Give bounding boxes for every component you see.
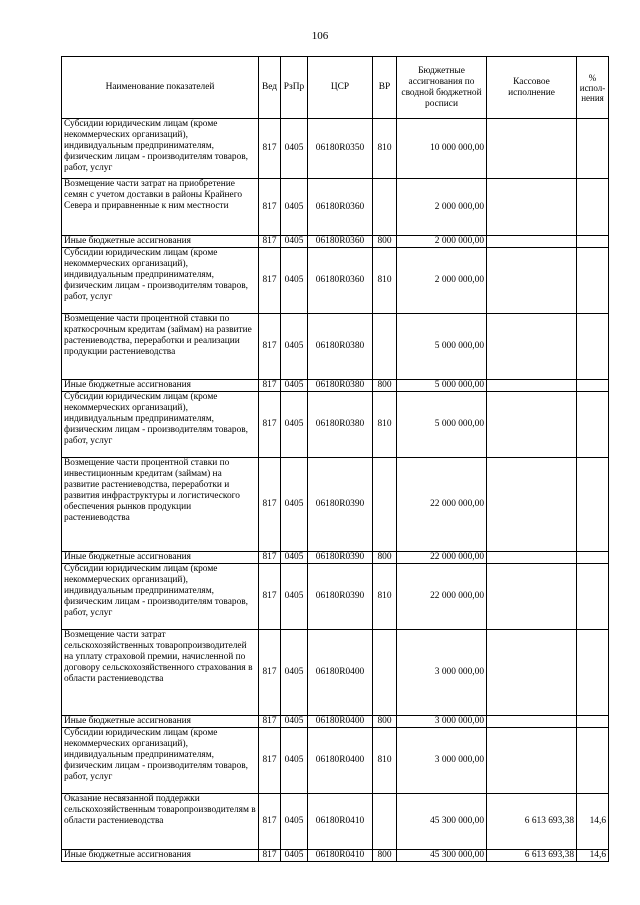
cell-ved: 817 <box>259 552 281 564</box>
cell-vr: 810 <box>373 119 397 179</box>
cell-cash <box>487 392 577 458</box>
cell-rzpr: 0405 <box>281 236 308 248</box>
cell-budget: 5 000 000,00 <box>397 380 487 392</box>
cell-csr: 06180R0390 <box>308 458 373 552</box>
header-cash: Кассовое исполнение <box>487 57 577 119</box>
cell-ved: 817 <box>259 850 281 862</box>
cell-vr <box>373 458 397 552</box>
cell-budget: 3 000 000,00 <box>397 630 487 716</box>
cell-cash <box>487 248 577 314</box>
table-row <box>62 392 609 458</box>
cell-cash: 6 613 693,38 <box>487 850 577 862</box>
cell-vr: 800 <box>373 850 397 862</box>
cell-ved: 817 <box>259 314 281 380</box>
cell-vr: 800 <box>373 716 397 728</box>
table-row <box>62 850 609 862</box>
cell-pct <box>577 314 609 380</box>
cell-ved: 817 <box>259 119 281 179</box>
cell-name: Иные бюджетные ассигнования <box>62 850 259 862</box>
header-percent: % испол-нения <box>577 57 609 119</box>
cell-name: Субсидии юридическим лицам (кроме некоммерческих организаций), индивидуальным предпринимателям, физическим лицам - производителям товаров, работ, услуг <box>62 564 259 630</box>
cell-cash <box>487 179 577 236</box>
cell-budget: 3 000 000,00 <box>397 728 487 794</box>
cell-ved: 817 <box>259 716 281 728</box>
cell-rzpr: 0405 <box>281 392 308 458</box>
cell-pct <box>577 119 609 179</box>
cell-budget: 5 000 000,00 <box>397 314 487 380</box>
header-csr: ЦСР <box>308 57 373 119</box>
cell-ved: 817 <box>259 248 281 314</box>
table-row <box>62 314 609 380</box>
cell-ved: 817 <box>259 564 281 630</box>
budget-table <box>61 56 609 862</box>
cell-pct <box>577 248 609 314</box>
cell-ved: 817 <box>259 392 281 458</box>
cell-ved: 817 <box>259 236 281 248</box>
cell-rzpr: 0405 <box>281 119 308 179</box>
cell-cash <box>487 458 577 552</box>
cell-cash <box>487 314 577 380</box>
cell-csr: 06180R0350 <box>308 119 373 179</box>
cell-csr: 06180R0390 <box>308 564 373 630</box>
cell-rzpr: 0405 <box>281 794 308 850</box>
cell-ved: 817 <box>259 458 281 552</box>
cell-name: Возмещение части процентной ставки по инвестиционным кредитам (займам) на развитие растениеводства, переработки и развития инфраструктуры и логистического обеспечения рынков продукции растениеводства <box>62 458 259 552</box>
cell-name: Иные бюджетные ассигнования <box>62 716 259 728</box>
cell-rzpr: 0405 <box>281 458 308 552</box>
cell-ved: 817 <box>259 728 281 794</box>
cell-csr: 06180R0410 <box>308 850 373 862</box>
cell-rzpr: 0405 <box>281 179 308 236</box>
cell-ved: 817 <box>259 179 281 236</box>
cell-pct <box>577 392 609 458</box>
cell-vr <box>373 179 397 236</box>
table-row <box>62 716 609 728</box>
cell-name: Субсидии юридическим лицам (кроме некоммерческих организаций), индивидуальным предпринимателям, физическим лицам - производителям товаров, работ, услуг <box>62 248 259 314</box>
cell-csr: 06180R0380 <box>308 392 373 458</box>
cell-cash: 6 613 693,38 <box>487 794 577 850</box>
cell-csr: 06180R0360 <box>308 236 373 248</box>
cell-vr <box>373 314 397 380</box>
cell-rzpr: 0405 <box>281 564 308 630</box>
cell-pct <box>577 179 609 236</box>
cell-name: Субсидии юридическим лицам (кроме некоммерческих организаций), индивидуальным предпринимателям, физическим лицам - производителям товаров, работ, услуг <box>62 728 259 794</box>
cell-ved: 817 <box>259 794 281 850</box>
cell-csr: 06180R0400 <box>308 716 373 728</box>
cell-pct <box>577 236 609 248</box>
cell-vr: 810 <box>373 564 397 630</box>
page-number: 106 <box>311 30 329 42</box>
cell-budget: 45 300 000,00 <box>397 850 487 862</box>
table-row <box>62 630 609 716</box>
cell-rzpr: 0405 <box>281 248 308 314</box>
table-header-row <box>62 57 609 119</box>
cell-budget: 10 000 000,00 <box>397 119 487 179</box>
cell-budget: 5 000 000,00 <box>397 392 487 458</box>
cell-budget: 22 000 000,00 <box>397 564 487 630</box>
cell-budget: 2 000 000,00 <box>397 248 487 314</box>
table-row <box>62 248 609 314</box>
cell-csr: 06180R0380 <box>308 314 373 380</box>
cell-budget: 22 000 000,00 <box>397 458 487 552</box>
cell-rzpr: 0405 <box>281 850 308 862</box>
cell-rzpr: 0405 <box>281 630 308 716</box>
cell-rzpr: 0405 <box>281 380 308 392</box>
cell-vr: 810 <box>373 392 397 458</box>
cell-vr: 810 <box>373 248 397 314</box>
cell-ved: 817 <box>259 380 281 392</box>
cell-rzpr: 0405 <box>281 716 308 728</box>
header-budget: Бюджетные ассигнования по сводной бюджетной росписи <box>397 57 487 119</box>
cell-pct <box>577 380 609 392</box>
cell-pct <box>577 728 609 794</box>
cell-name: Субсидии юридическим лицам (кроме некоммерческих организаций), индивидуальным предпринимателям, физическим лицам - производителям товаров, работ, услуг <box>62 392 259 458</box>
cell-budget: 3 000 000,00 <box>397 716 487 728</box>
cell-name: Возмещение части процентной ставки по краткосрочным кредитам (займам) на развитие растениеводства, переработки и реализации продукции растениеводства <box>62 314 259 380</box>
cell-pct <box>577 552 609 564</box>
cell-name: Иные бюджетные ассигнования <box>62 236 259 248</box>
cell-cash <box>487 236 577 248</box>
cell-pct: 14,6 <box>577 850 609 862</box>
cell-vr: 810 <box>373 728 397 794</box>
table-row <box>62 564 609 630</box>
cell-name: Оказание несвязанной поддержки сельскохозяйственным товаропроизводителям в области растениеводства <box>62 794 259 850</box>
cell-budget: 45 300 000,00 <box>397 794 487 850</box>
cell-name: Субсидии юридическим лицам (кроме некоммерческих организаций), индивидуальным предпринимателям, физическим лицам - производителям товаров, работ, услуг <box>62 119 259 179</box>
cell-vr: 800 <box>373 236 397 248</box>
cell-cash <box>487 716 577 728</box>
cell-cash <box>487 119 577 179</box>
cell-rzpr: 0405 <box>281 728 308 794</box>
cell-name: Иные бюджетные ассигнования <box>62 552 259 564</box>
table-row <box>62 236 609 248</box>
cell-vr <box>373 794 397 850</box>
table-row <box>62 728 609 794</box>
table-row <box>62 179 609 236</box>
cell-vr <box>373 630 397 716</box>
cell-csr: 06180R0360 <box>308 248 373 314</box>
cell-csr: 06180R0380 <box>308 380 373 392</box>
cell-cash <box>487 728 577 794</box>
cell-rzpr: 0405 <box>281 552 308 564</box>
table-row <box>62 458 609 552</box>
cell-name: Возмещение части затрат на приобретение семян с учетом доставки в районы Крайнего Севера и приравненные к ним местности <box>62 179 259 236</box>
cell-csr: 06180R0390 <box>308 552 373 564</box>
cell-cash <box>487 630 577 716</box>
cell-name: Иные бюджетные ассигнования <box>62 380 259 392</box>
cell-pct: 14,6 <box>577 794 609 850</box>
cell-cash <box>487 564 577 630</box>
cell-budget: 2 000 000,00 <box>397 179 487 236</box>
cell-name: Возмещение части затрат сельскохозяйственных товаропроизводителей на уплату страховой премии, начисленной по договору сельскохозяйственного страхования в области растениеводства <box>62 630 259 716</box>
header-rzpr: РзПр <box>281 57 308 119</box>
cell-budget: 2 000 000,00 <box>397 236 487 248</box>
table-row <box>62 380 609 392</box>
header-name: Наименование показателей <box>62 57 259 119</box>
table-row <box>62 794 609 850</box>
header-vr: ВР <box>373 57 397 119</box>
cell-cash <box>487 380 577 392</box>
table-row <box>62 119 609 179</box>
cell-vr: 800 <box>373 380 397 392</box>
cell-budget: 22 000 000,00 <box>397 552 487 564</box>
cell-pct <box>577 630 609 716</box>
header-ved: Вед <box>259 57 281 119</box>
cell-csr: 06180R0400 <box>308 630 373 716</box>
cell-rzpr: 0405 <box>281 314 308 380</box>
cell-vr: 800 <box>373 552 397 564</box>
cell-pct <box>577 564 609 630</box>
cell-csr: 06180R0400 <box>308 728 373 794</box>
cell-pct <box>577 716 609 728</box>
table-row <box>62 552 609 564</box>
cell-csr: 06180R0410 <box>308 794 373 850</box>
cell-pct <box>577 458 609 552</box>
cell-cash <box>487 552 577 564</box>
cell-csr: 06180R0360 <box>308 179 373 236</box>
cell-ved: 817 <box>259 630 281 716</box>
